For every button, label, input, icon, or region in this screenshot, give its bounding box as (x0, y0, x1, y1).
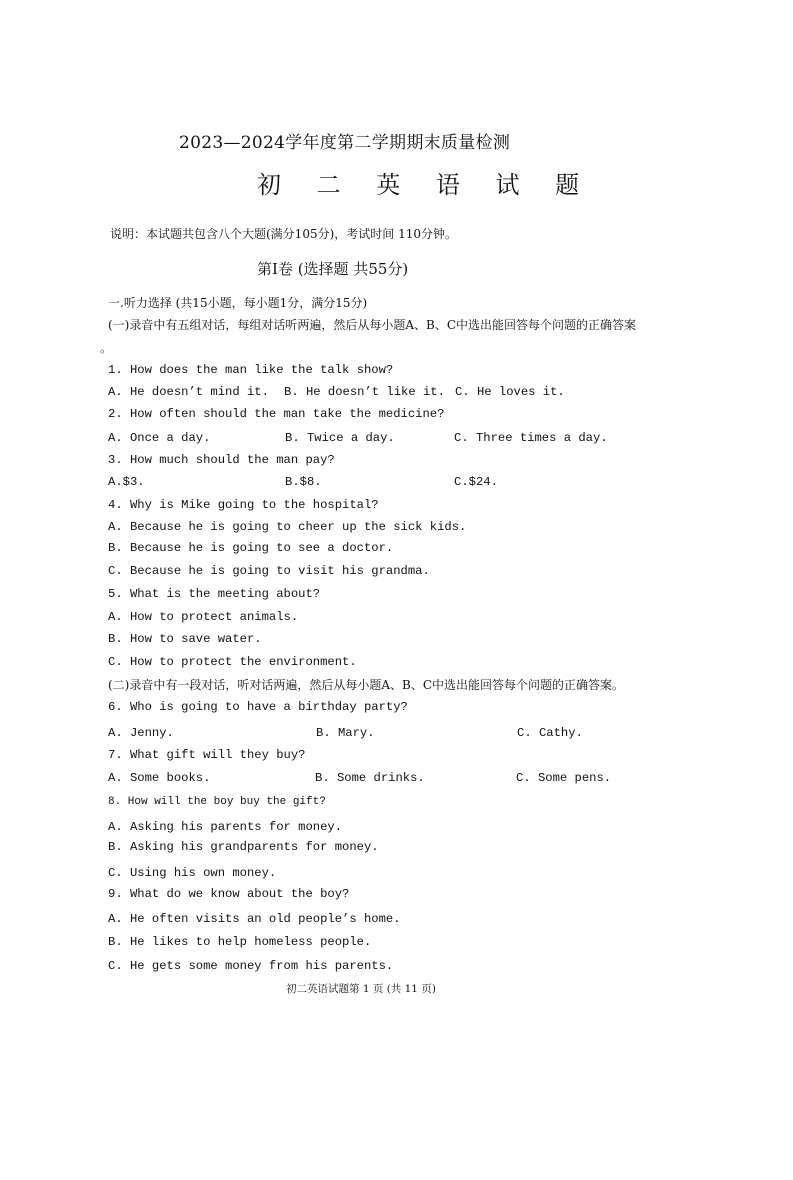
question-stem: 8. How will the boy buy the gift? (108, 796, 326, 808)
option-b: B.$8. (285, 475, 322, 489)
option-b: B. He likes to help homeless people. (108, 935, 372, 949)
year-title: 2023—2024学年度第二学期期末质量检测 (179, 133, 511, 153)
option-a: A. Once a day. (108, 431, 211, 445)
option-c: C. Some pens. (516, 771, 612, 785)
part2-intro: (二)录音中有一段对话，听对话两遍，然后从每小题A、B、C中选出能回答每个问题的正确答案。 (108, 678, 625, 692)
option-a: A. Jenny. (108, 726, 174, 740)
page-footer: 初二英语试题第 1 页 (共 11 页) (286, 983, 436, 995)
question-stem: 1. How does the man like the talk show? (108, 363, 394, 377)
option-a: A. Because he is going to cheer up the sick kids. (108, 520, 467, 534)
exam-title: 初 二 英 语 试 题 (257, 171, 594, 199)
option-b: B. Some drinks. (315, 771, 425, 785)
option-b: B. How to save water. (108, 632, 262, 646)
question-stem: 9. What do we know about the boy? (108, 887, 350, 901)
section-title: 一.听力选择 (共15小题，每小题1分，满分15分) (108, 296, 368, 310)
option-c: C. Because he is going to visit his grandma. (108, 564, 430, 578)
option-a: A. Some books. (108, 771, 211, 785)
question-stem: 3. How much should the man pay? (108, 453, 335, 467)
part1-intro-end: 。 (100, 341, 113, 355)
option-b: B. Asking his grandparents for money. (108, 840, 379, 854)
question-stem: 4. Why is Mike going to the hospital? (108, 498, 379, 512)
option-a: A. How to protect animals. (108, 610, 299, 624)
option-a: A. He doesn’t mind it. (108, 385, 269, 399)
instructions: 说明：本试题共包含八个大题(满分105分)，考试时间 110分钟。 (110, 227, 457, 241)
option-c: C. Using his own money. (108, 866, 277, 880)
question-stem: 2. How often should the man take the medicine? (108, 407, 445, 421)
part1-intro: (一)录音中有五组对话，每组对话听两遍，然后从每小题A、B、C中选出能回答每个问题的正确答案 (108, 318, 637, 332)
option-c: C. He loves it. (455, 385, 565, 399)
option-a: A. He often visits an old people’s home. (108, 912, 401, 926)
option-c: C. He gets some money from his parents. (108, 959, 394, 973)
option-c: C. Three times a day. (454, 431, 608, 445)
option-c: C.$24. (454, 475, 498, 489)
option-a: A.$3. (108, 475, 145, 489)
option-b: B. Because he is going to see a doctor. (108, 541, 394, 555)
volume-title: 第Ⅰ卷 (选择题 共55分) (257, 260, 409, 278)
question-stem: 7. What gift will they buy? (108, 748, 306, 762)
option-b: B. He doesn’t like it. (284, 385, 445, 399)
option-b: B. Twice a day. (285, 431, 395, 445)
option-c: C. Cathy. (517, 726, 583, 740)
option-a: A. Asking his parents for money. (108, 820, 343, 834)
question-stem: 5. What is the meeting about? (108, 587, 321, 601)
option-b: B. Mary. (316, 726, 375, 740)
option-c: C. How to protect the environment. (108, 655, 357, 669)
question-stem: 6. Who is going to have a birthday party? (108, 700, 408, 714)
